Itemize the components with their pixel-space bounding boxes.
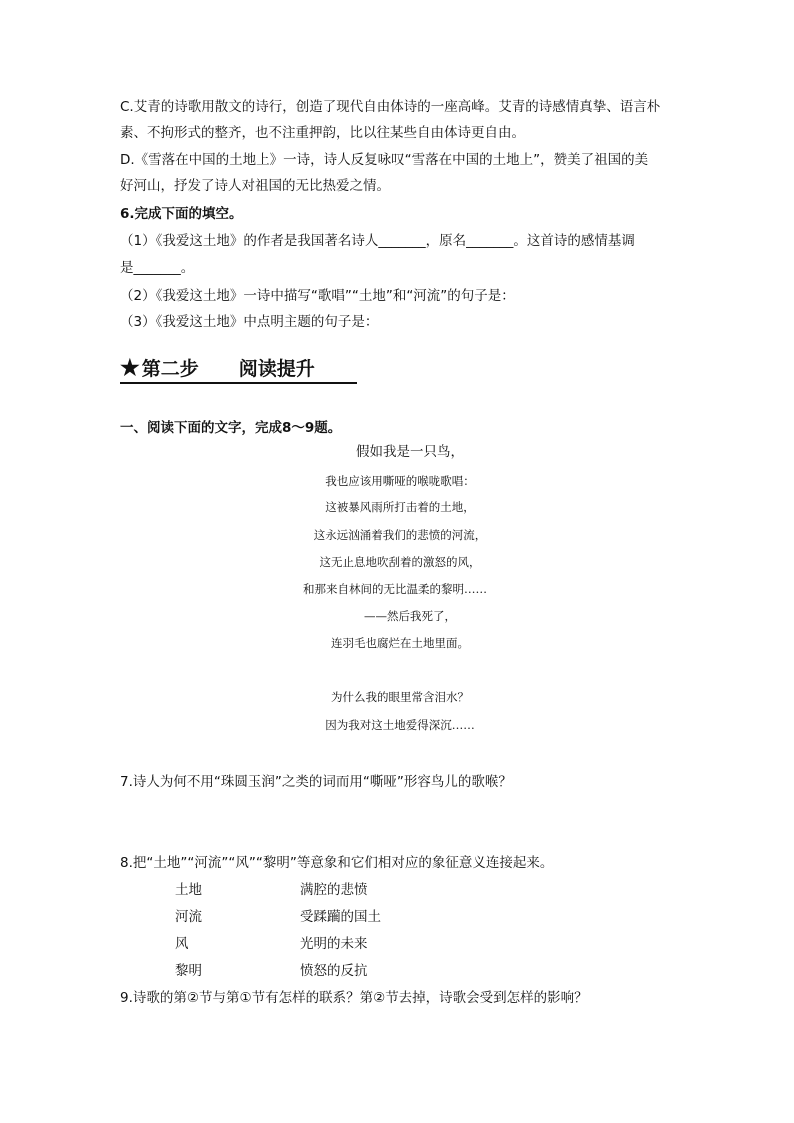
meaning-item[interactable]: 受蹂躏的国土 [300,909,381,925]
poem-line: 我也应该用嘶哑的喉咙歌唱： [325,474,475,488]
meaning-item[interactable]: 光明的未来 [300,936,368,952]
section-heading [120,354,315,381]
question-6-part-3: （3）《我爱这土地》中点明主题的句子是： [120,314,379,330]
image-item[interactable]: 风 [175,936,189,952]
option-d-line-2: 好河山，抒发了诗人对祖国的无比热爱之情。 [120,178,390,194]
question-6-part-1-line-1: （1）《我爱这土地》的作者是我国著名诗人_______，原名_______。这首诗的感情基调 [120,233,635,249]
poem-line: 假如我是一只鸟， [356,444,464,460]
section-step: 第二步 [141,358,199,380]
option-d-line-1: D.《雪落在中国的土地上》一诗，诗人反复咏叹“雪落在中国的土地上”，赞美了祖国的美 [120,152,649,168]
section-name: 阅读提升 [238,358,315,380]
poem-line: ——然后我死了， [364,609,456,623]
section-heading-underline [120,382,357,384]
question-8: 8.把“土地”“河流”“风”“黎明”等意象和它们相对应的象征意义连接起来。 [120,855,554,871]
meaning-item[interactable]: 愤怒的反抗 [300,963,368,979]
image-item[interactable]: 土地 [175,882,202,898]
poem-line: 这永远汹涌着我们的悲愤的河流， [313,528,487,542]
poem-line: 为什么我的眼里常含泪水？ [331,690,469,704]
option-c-line-2: 素、不拘形式的整齐，也不注重押韵，比以往某些自由体诗更自由。 [120,125,525,141]
question-6-title: 6.完成下面的填空。 [120,206,243,222]
question-6-part-1-line-2: 是_______。 [120,260,195,276]
image-item[interactable]: 河流 [175,909,202,925]
poem-line: 因为我对这土地爱得深沉…… [325,718,475,732]
question-7: 7.诗人为何不用“珠圆玉润”之类的词而用“嘶哑”形容鸟儿的歌喉？ [120,774,512,790]
image-item[interactable]: 黎明 [175,963,202,979]
poem-line: 这被暴风雨所打击着的土地， [325,500,475,514]
question-9: 9.诗歌的第②节与第①节有怎样的联系？第②节去掉，诗歌会受到怎样的影响？ [120,990,588,1006]
poem-line: 和那来自林间的无比温柔的黎明…… [303,582,487,596]
poem-line: 连羽毛也腐烂在土地里面。 [331,636,469,650]
option-c-line-1: C.艾青的诗歌用散文的诗行，创造了现代自由体诗的一座高峰。艾青的诗感情真挚、语言朴 [120,99,661,115]
star-icon: ★ [120,355,140,381]
question-6-part-2: （2）《我爱这土地》一诗中描写“歌唱”“土地”和“河流”的句子是： [120,288,515,304]
poem-line: 这无止息地吹刮着的激怒的风， [319,555,481,569]
reading-instruction: 一、阅读下面的文字，完成8～9题。 [120,420,342,436]
meaning-item[interactable]: 满腔的悲愤 [300,882,368,898]
